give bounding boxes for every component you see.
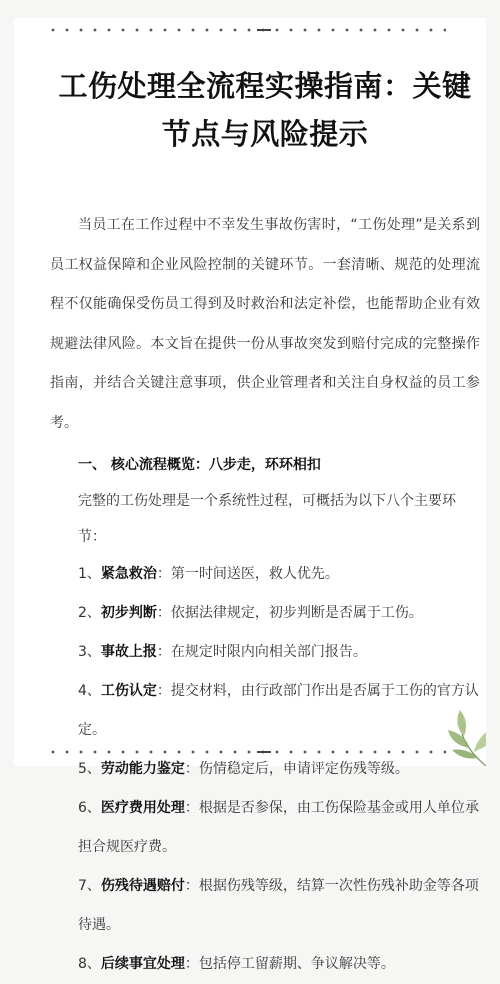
step-item: [50, 945, 480, 984]
step-number: 4、: [78, 683, 101, 699]
step-keyword: 伤残待遇赔付: [100, 878, 185, 894]
step-item: [50, 555, 480, 594]
border-dash-top: [257, 29, 271, 31]
step-text: ：在规定时限内向相关部门报告。: [156, 644, 367, 660]
step-text: ：根据伤残等级，结算一次性伤残补助金等各项待遇。: [78, 878, 479, 933]
document-body: [50, 62, 480, 984]
step-text: ：依据法律规定，初步判断是否属于工伤。: [156, 605, 423, 621]
page-title: 工伤处理全流程实操指南：关键节点与风险提示: [58, 69, 472, 151]
step-keyword: 初步判断: [100, 605, 157, 621]
section-lead: 完整的工伤处理是一个系统性过程，可概括为以下八个主要环节：: [78, 493, 456, 545]
step-number: 3、: [78, 644, 101, 660]
step-number: 6、: [78, 800, 101, 816]
step-item: [50, 867, 480, 945]
intro-paragraph: 当员工在工作过程中不幸发生事故伤害时，“工伤处理”是关系到员工权益保障和企业风险控制的关键环节。一套清晰、规范的处理流程不仅能确保受伤员工得到及时救治和法定补偿，也能帮助企业有效规避法律风险。本文旨在提供一份从事故突发到赔付完成的完整操作指南，并结合关键注意事项，供企业管理者和关注自身权益的员工参考。: [50, 217, 480, 431]
section-heading: 一、 核心流程概览：八步走，环环相扣: [78, 457, 321, 473]
step-number: 5、: [78, 761, 101, 777]
dotted-border-top: [46, 28, 446, 32]
step-number: 7、: [78, 878, 101, 894]
step-keyword: 后续事宜处理: [100, 956, 185, 972]
step-item: [50, 633, 480, 672]
step-list: [50, 555, 480, 984]
step-keyword: 劳动能力鉴定: [100, 761, 185, 777]
step-item: [50, 672, 480, 750]
step-text: ：第一时间送医，救人优先。: [156, 566, 339, 582]
step-text: ：根据是否参保，由工伤保险基金或用人单位承担合规医疗费。: [78, 800, 479, 855]
step-text: ：包括停工留薪期、争议解决等。: [184, 956, 395, 972]
step-keyword: 医疗费用处理: [100, 800, 185, 816]
step-keyword: 工伤认定: [100, 683, 157, 699]
step-keyword: 紧急救治: [100, 566, 157, 582]
step-number: 8、: [78, 956, 101, 972]
step-text: ：伤情稳定后，申请评定伤残等级。: [184, 761, 409, 777]
step-item: [50, 789, 480, 867]
step-text: ：提交材料，由行政部门作出是否属于工伤的官方认定。: [78, 683, 479, 738]
step-number: 1、: [78, 566, 101, 582]
document-page: [14, 18, 486, 972]
step-keyword: 事故上报: [100, 644, 157, 660]
step-item: [50, 594, 480, 633]
step-item: [50, 750, 480, 789]
step-number: 2、: [78, 605, 101, 621]
